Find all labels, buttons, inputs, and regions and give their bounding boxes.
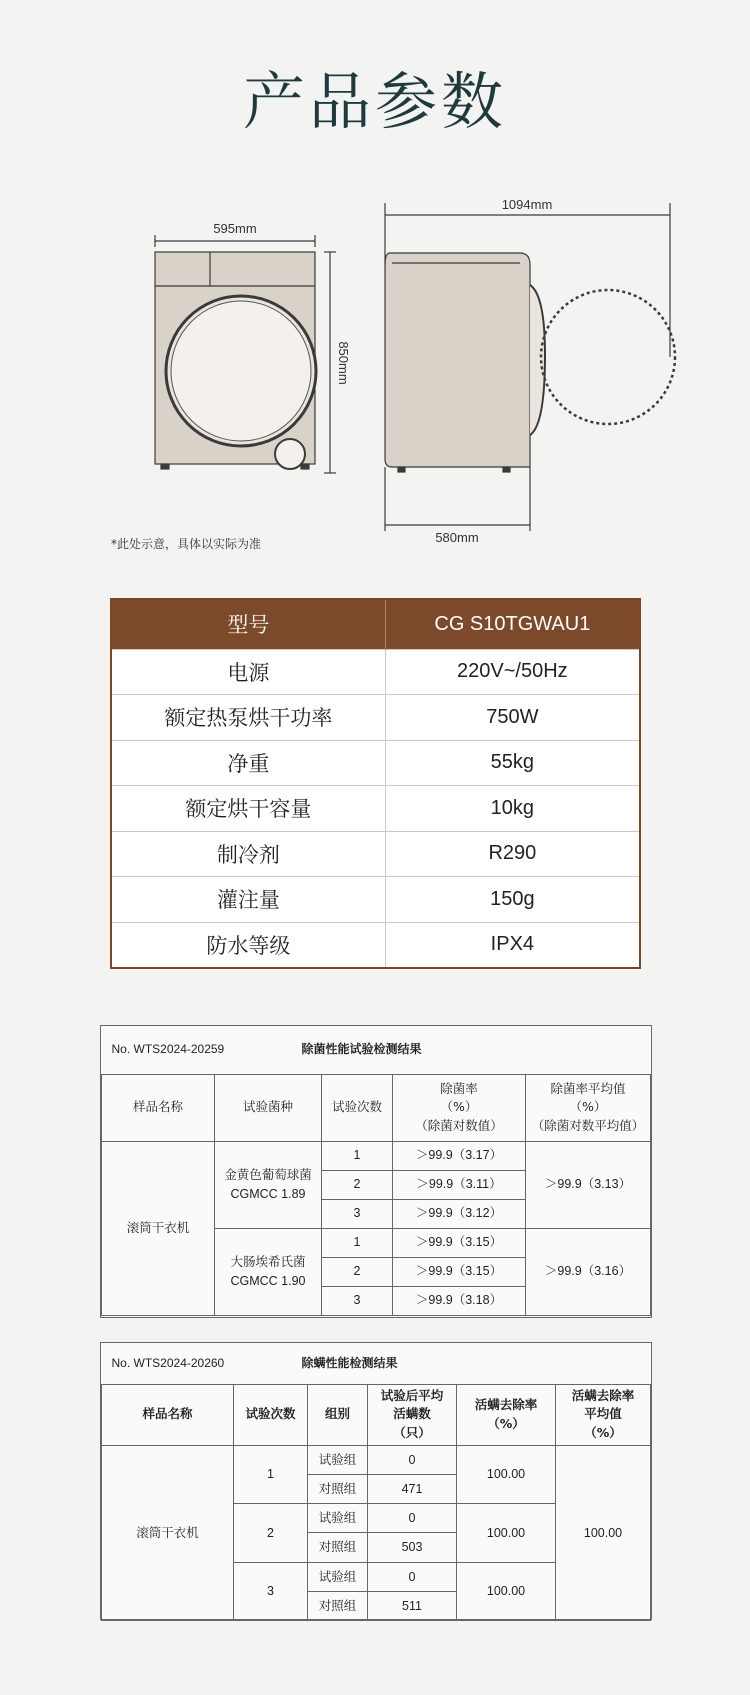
spec-row (111, 649, 640, 695)
front-width-label: 595mm (213, 221, 257, 236)
header-cell (526, 1074, 651, 1141)
kill-rate-average: ＞99.9（3.16） (526, 1228, 651, 1315)
spec-label: 防水等级 (111, 922, 385, 968)
spec-row (111, 786, 640, 832)
report-number: No. WTS2024-20259 (111, 1042, 225, 1057)
spec-label: 型号 (111, 599, 385, 649)
antibacterial-table (101, 1026, 651, 1316)
live-mites: 511 (368, 1591, 457, 1620)
run-number: 2 (234, 1504, 308, 1563)
report-number: No. WTS2024-20260 (111, 1355, 225, 1370)
run-number: 2 (322, 1257, 393, 1286)
group-label: 对照组 (308, 1474, 368, 1503)
spec-value: 750W (385, 695, 640, 741)
live-mites: 471 (368, 1474, 457, 1503)
header-cell: 样品名称 (102, 1384, 234, 1445)
strain-cell (215, 1141, 322, 1228)
removal-rate: 100.00 (457, 1562, 556, 1621)
strain-name: 金黄色葡萄球菌 (224, 1167, 312, 1183)
header-line: （%） (569, 1099, 607, 1115)
header-line: 除菌率平均值 (550, 1081, 626, 1097)
header-line: （%） (440, 1099, 478, 1115)
header-line: 活螨数 (393, 1406, 431, 1422)
header-line: 活螨去除率 (474, 1397, 538, 1413)
spec-row (111, 740, 640, 786)
strain-code: CGMCC 1.90 (230, 1273, 306, 1288)
header-line: 活螨去除率 (571, 1388, 635, 1404)
dimension-diagram (0, 185, 750, 555)
run-number: 2 (322, 1170, 393, 1199)
run-number: 1 (322, 1228, 393, 1257)
run-number: 3 (322, 1199, 393, 1228)
header-cell: 试验次数 (234, 1384, 308, 1445)
page-title: 产品参数 (242, 65, 507, 138)
header-cell: 试验菌种 (215, 1074, 322, 1141)
removal-rate: 100.00 (457, 1445, 556, 1504)
removal-rate-average: 100.00 (556, 1445, 651, 1621)
spec-value: IPX4 (385, 922, 640, 968)
report-title: 除螨性能检测结果 (301, 1355, 398, 1370)
spec-label: 额定热泵烘干功率 (111, 695, 385, 741)
group-label: 试验组 (308, 1504, 368, 1533)
group-label: 对照组 (308, 1591, 368, 1620)
header-line: 平均值 (584, 1406, 622, 1422)
header-line: （除菌对数平均值） (531, 1117, 645, 1133)
table-row (102, 1141, 651, 1170)
kill-rate: ＞99.9（3.12） (393, 1199, 526, 1228)
spec-table (110, 598, 641, 969)
spec-value: 10kg (385, 786, 640, 832)
live-mites: 0 (368, 1504, 457, 1533)
height-label: 850mm (336, 341, 351, 385)
spec-row (111, 695, 640, 741)
header-line: （除菌对数值） (415, 1117, 503, 1133)
antibacterial-report (100, 1025, 652, 1318)
run-number: 1 (234, 1445, 308, 1504)
header-cell (556, 1384, 651, 1445)
spec-value: 55kg (385, 740, 640, 786)
report-title: 除菌性能试验检测结果 (301, 1042, 422, 1057)
open-depth-label: 1094mm (501, 197, 553, 212)
kill-rate: ＞99.9（3.15） (393, 1228, 526, 1257)
header-cell (368, 1384, 457, 1445)
spec-label: 制冷剂 (111, 831, 385, 877)
group-label: 对照组 (308, 1533, 368, 1562)
spec-row (111, 922, 640, 968)
header-line: （只） (393, 1424, 431, 1440)
strain-name: 大肠埃希氏菌 (230, 1254, 306, 1270)
kill-rate-average: ＞99.9（3.13） (526, 1141, 651, 1228)
header-row (102, 1384, 651, 1445)
spec-row (111, 831, 640, 877)
group-label: 试验组 (308, 1445, 368, 1474)
header-line: 除菌率 (440, 1081, 478, 1097)
header-cell (393, 1074, 526, 1141)
kill-rate: ＞99.9（3.11） (393, 1170, 526, 1199)
run-number: 1 (322, 1141, 393, 1170)
kill-rate: ＞99.9（3.15） (393, 1257, 526, 1286)
header-row (102, 1074, 651, 1141)
front-view (155, 235, 336, 473)
spec-label: 额定烘干容量 (111, 786, 385, 832)
antimite-report (100, 1342, 652, 1620)
header-cell (457, 1384, 556, 1445)
kill-rate: ＞99.9（3.17） (393, 1141, 526, 1170)
spec-header-row (111, 599, 640, 649)
run-number: 3 (322, 1286, 393, 1315)
group-label: 试验组 (308, 1562, 368, 1591)
spec-row (111, 877, 640, 923)
header-line: （%） (487, 1415, 525, 1431)
spec-label: 净重 (111, 740, 385, 786)
sample-name: 滚筒干衣机 (102, 1445, 234, 1621)
live-mites: 0 (368, 1562, 457, 1591)
spec-value: 220V~/50Hz (385, 649, 640, 695)
live-mites: 0 (368, 1445, 457, 1474)
antimite-table (101, 1343, 651, 1621)
spec-value: CG S10TGWAU1 (385, 599, 640, 649)
header-line: 试验后平均 (380, 1388, 444, 1404)
header-cell: 样品名称 (102, 1074, 215, 1141)
strain-code: CGMCC 1.89 (230, 1186, 306, 1201)
kill-rate: ＞99.9（3.18） (393, 1286, 526, 1315)
strain-cell (215, 1228, 322, 1315)
removal-rate: 100.00 (457, 1504, 556, 1563)
depth-label: 580mm (435, 530, 479, 545)
side-view (385, 203, 675, 531)
table-row (102, 1445, 651, 1474)
spec-label: 灌注量 (111, 877, 385, 923)
illustration-note: *此处示意，具体以实际为准 (111, 537, 262, 551)
header-cell: 试验次数 (322, 1074, 393, 1141)
live-mites: 503 (368, 1533, 457, 1562)
sample-name: 滚筒干衣机 (102, 1141, 215, 1315)
spec-value: R290 (385, 831, 640, 877)
run-number: 3 (234, 1562, 308, 1621)
header-cell: 组别 (308, 1384, 368, 1445)
spec-label: 电源 (111, 649, 385, 695)
spec-value: 150g (385, 877, 640, 923)
header-line: （%） (584, 1424, 622, 1440)
